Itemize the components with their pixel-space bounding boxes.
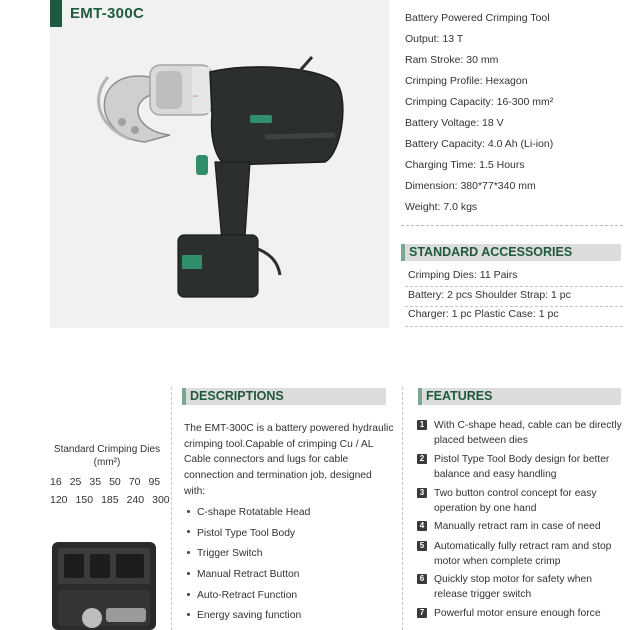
features-header: FEATURES (422, 388, 621, 405)
die-size: 50 (109, 476, 121, 488)
feature-item (417, 453, 627, 482)
accessory-line: Battery: 2 pcs Shoulder Strap: 1 pc (408, 288, 571, 301)
bullet-item (184, 589, 394, 610)
svg-text:!: ! (193, 95, 200, 97)
carrying-case-image (50, 538, 158, 630)
feature-number: 6 (417, 574, 427, 584)
divider (405, 286, 623, 287)
feature-number: 4 (417, 521, 427, 531)
feature-text: release trigger switch (434, 588, 532, 600)
description-line: connection and termination job, designed (184, 470, 372, 482)
bullet-item (184, 568, 394, 589)
description-text (184, 421, 398, 500)
description-line: with: (184, 485, 206, 497)
die-size: 150 (75, 494, 94, 506)
bullet-text: Auto-Retract Function (197, 589, 298, 601)
bullet-text: Manual Retract Button (197, 569, 300, 581)
die-size: 25 (69, 476, 82, 488)
dies-row (50, 494, 178, 506)
descriptions-header: DESCRIPTIONS (186, 388, 386, 405)
description-line: crimping tool.Capable of crimping Cu / AL (184, 438, 374, 450)
die-size: 300 (152, 494, 170, 506)
accessories-list (408, 269, 623, 328)
feature-item (417, 573, 627, 602)
die-size: 35 (89, 476, 102, 488)
bullet-icon (187, 551, 190, 554)
bullet-text: Trigger Switch (197, 548, 263, 560)
spec-line: Charging Time: 1.5 Hours (405, 159, 525, 171)
bullet-icon (187, 510, 190, 513)
description-line: The EMT-300C is a battery powered hydraulic (184, 423, 394, 434)
feature-text: placed between dies (434, 434, 528, 446)
description-bullets (184, 506, 394, 630)
divider (405, 306, 623, 307)
bullet-item (184, 527, 394, 548)
model-title: EMT-300C (70, 5, 145, 22)
feature-text: Quickly stop motor for safety when (434, 574, 592, 585)
dies-row (50, 476, 168, 488)
spec-line: Crimping Capacity: 16-300 mm² (405, 96, 554, 108)
bullet-icon (187, 530, 190, 533)
spec-line: Battery Capacity: 4.0 Ah (Li-ion) (405, 138, 554, 150)
dies-title-line: Standard Crimping Dies (53, 444, 161, 455)
description-line: Cable connectors and lugs for cable (184, 454, 349, 466)
die-size: 240 (126, 494, 145, 506)
feature-text: Manually retract ram in case of need (434, 521, 601, 532)
feature-number: 2 (417, 454, 427, 464)
bullet-item (184, 506, 394, 527)
spec-line: Ram Stroke: 30 mm (405, 54, 499, 66)
spec-line: Weight: 7.0 kgs (405, 201, 478, 213)
feature-text: Pistol Type Tool Body design for better (434, 454, 610, 465)
bullet-text: C-shape Rotatable Head (197, 507, 311, 518)
feature-text: Automatically fully retract ram and stop (434, 541, 612, 552)
feature-number: 5 (417, 541, 427, 551)
die-size: 16 (50, 476, 62, 488)
bullet-text: Pistol Type Tool Body (197, 527, 296, 539)
feature-number: 3 (417, 488, 427, 498)
bullet-icon (187, 593, 190, 596)
handle (215, 162, 250, 242)
feature-item (417, 520, 627, 535)
model-accent-bar (50, 0, 62, 27)
bullet-icon (187, 572, 190, 575)
die-size: 120 (50, 494, 68, 506)
bullet-icon (187, 613, 190, 616)
feature-item (417, 487, 627, 516)
die-size: 70 (128, 476, 141, 488)
tool-body (210, 67, 343, 165)
bullet-item (184, 547, 394, 568)
bullet-item (184, 609, 394, 630)
die-size: 95 (148, 476, 161, 488)
feature-number: 1 (417, 420, 427, 430)
spec-line: Dimension: 380*77*340 mm (405, 180, 536, 192)
spec-line: Output: 13 T (405, 33, 464, 45)
dies-title (48, 443, 166, 469)
feature-number: 7 (417, 608, 427, 618)
feature-text: motor when complete crimp (434, 555, 561, 567)
dies-unit: (mm²) (93, 457, 121, 468)
bullet-text: Energy saving function (197, 610, 302, 622)
spec-line: Battery Powered Crimping Tool (405, 12, 550, 24)
feature-item (417, 540, 627, 569)
column-divider (402, 387, 403, 630)
spec-line: Crimping Profile: Hexagon (405, 75, 528, 87)
accessory-line: Charger: 1 pc Plastic Case: 1 pc (408, 308, 559, 320)
feature-text: balance and easy handling (434, 468, 557, 480)
crimping-tool-image (50, 27, 389, 328)
feature-item (417, 419, 627, 448)
accessory-line: Crimping Dies: 11 Pairs (408, 269, 518, 281)
column-divider (171, 387, 172, 630)
feature-item (417, 607, 627, 622)
feature-text: Powerful motor ensure enough force (434, 608, 601, 619)
accessories-header: STANDARD ACCESSORIES (405, 244, 621, 261)
divider (401, 225, 623, 226)
feature-text: With C-shape head, cable can be directly (434, 420, 622, 431)
spec-line: Battery Voltage: 18 V (405, 117, 504, 129)
feature-text: Two button control concept for easy (434, 488, 597, 499)
die-size: 185 (101, 494, 119, 506)
feature-text: operation by one hand (434, 502, 537, 514)
divider (405, 326, 623, 327)
specs-list (405, 11, 625, 221)
